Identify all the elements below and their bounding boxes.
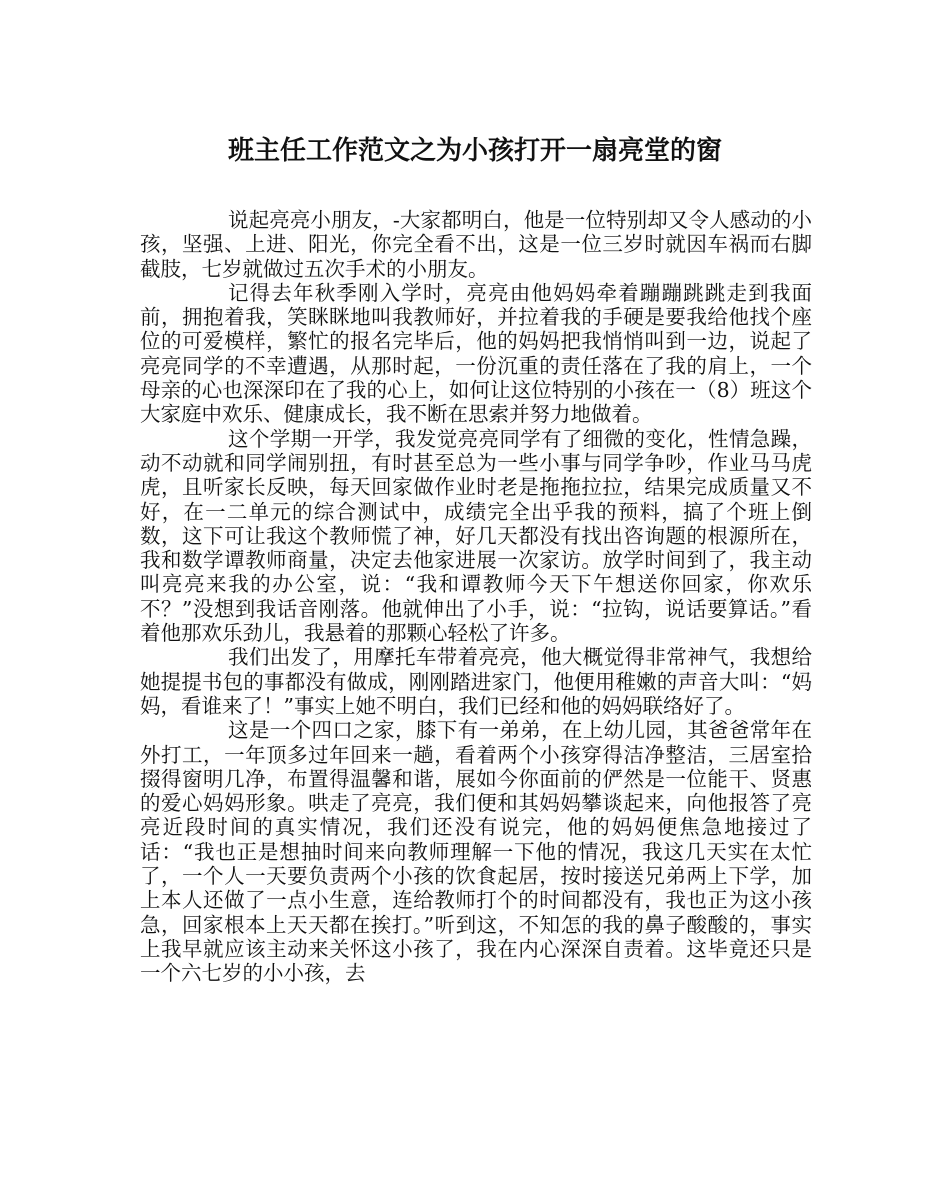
paragraph-3: 这个学期一开学，我发觉亮亮同学有了细微的变化，性情急躁，动不动就和同学闹别扭，有时甚至总为一些小事与同学争吵，作业马马虎虎，且听家长反映，每天回家做作业时老是拖拖拉拉，结果完成质量又不好，在一二单元的综合测试中，成绩完全出乎我的预料，搞了个班上倒数，这下可让我这个教师慌了神，好几天都没有找出咨询题的根源所在，我和数学谭教师商量，决定去他家进展一次家访。放学时间到了，我主动叫亮亮来我的办公室，说：“我和谭教师今天下午想送你回家，你欢乐不？”没想到我话音刚落。他就伸出了小手，说：“拉钩，说话要算话。”看着他那欢乐劲儿，我悬着的那颗心轻松了许多。 xyxy=(140,426,812,646)
document-body xyxy=(140,208,812,986)
paragraph-4: 我们出发了，用摩托车带着亮亮，他大概觉得非常神气，我想给她提提书包的事都没有做成，刚刚踏进家门，他便用稚嫩的声音大叫：“妈妈，看谁来了！”事实上她不明白，我们已经和他的妈妈联络好了。 xyxy=(140,645,812,718)
document-title: 班主任工作范文之为小孩打开一扇亮堂的窗 xyxy=(227,136,722,166)
paragraph-5: 这是一个四口之家，膝下有一弟弟，在上幼儿园，其爸爸常年在外打工，一年顶多过年回来一趟，看着两个小孩穿得洁净整洁，三居室拾掇得窗明几净，布置得温馨和谐，展如今你面前的俨然是一位能干、贤惠的爱心妈妈形象。哄走了亮亮，我们便和其妈妈攀谈起来，向他报答了亮亮近段时间的真实情况，我们还没有说完，他的妈妈便焦急地接过了话：“我也正是想抽时间来向教师理解一下他的情况，我这几天实在太忙了，一个人一天要负责两个小孩的饮食起居，按时接送兄弟两上下学，加上本人还做了一点小生意，连给教师打个的时间都没有，我也正为这小孩急，回家根本上天天都在挨打。”听到这，不知怎的我的鼻子酸酸的，事实上我早就应该主动来关怀这小孩了，我在内心深深自责着。这毕竟还只是一个六七岁的小小孩，去 xyxy=(140,718,812,986)
paragraph-1: 说起亮亮小朋友，-大家都明白，他是一位特别却又令人感动的小孩，坚强、上进、阳光，你完全看不出，这是一位三岁时就因车祸而右脚截肢，七岁就做过五次手术的小朋友。 xyxy=(140,208,812,281)
paragraph-2: 记得去年秋季刚入学时，亮亮由他妈妈牵着蹦蹦跳跳走到我面前，拥抱着我，笑眯眯地叫我教师好，并拉着我的手硬是要我给他找个座位的可爱模样，繁忙的报名完毕后，他的妈妈把我悄悄叫到一边，说起了亮亮同学的不幸遭遇，从那时起，一份沉重的责任落在了我的肩上，一个母亲的心也深深印在了我的心上，如何让这位特别的小孩在一（8）班这个大家庭中欢乐、健康成长，我不断在思索并努力地做着。 xyxy=(140,280,812,427)
